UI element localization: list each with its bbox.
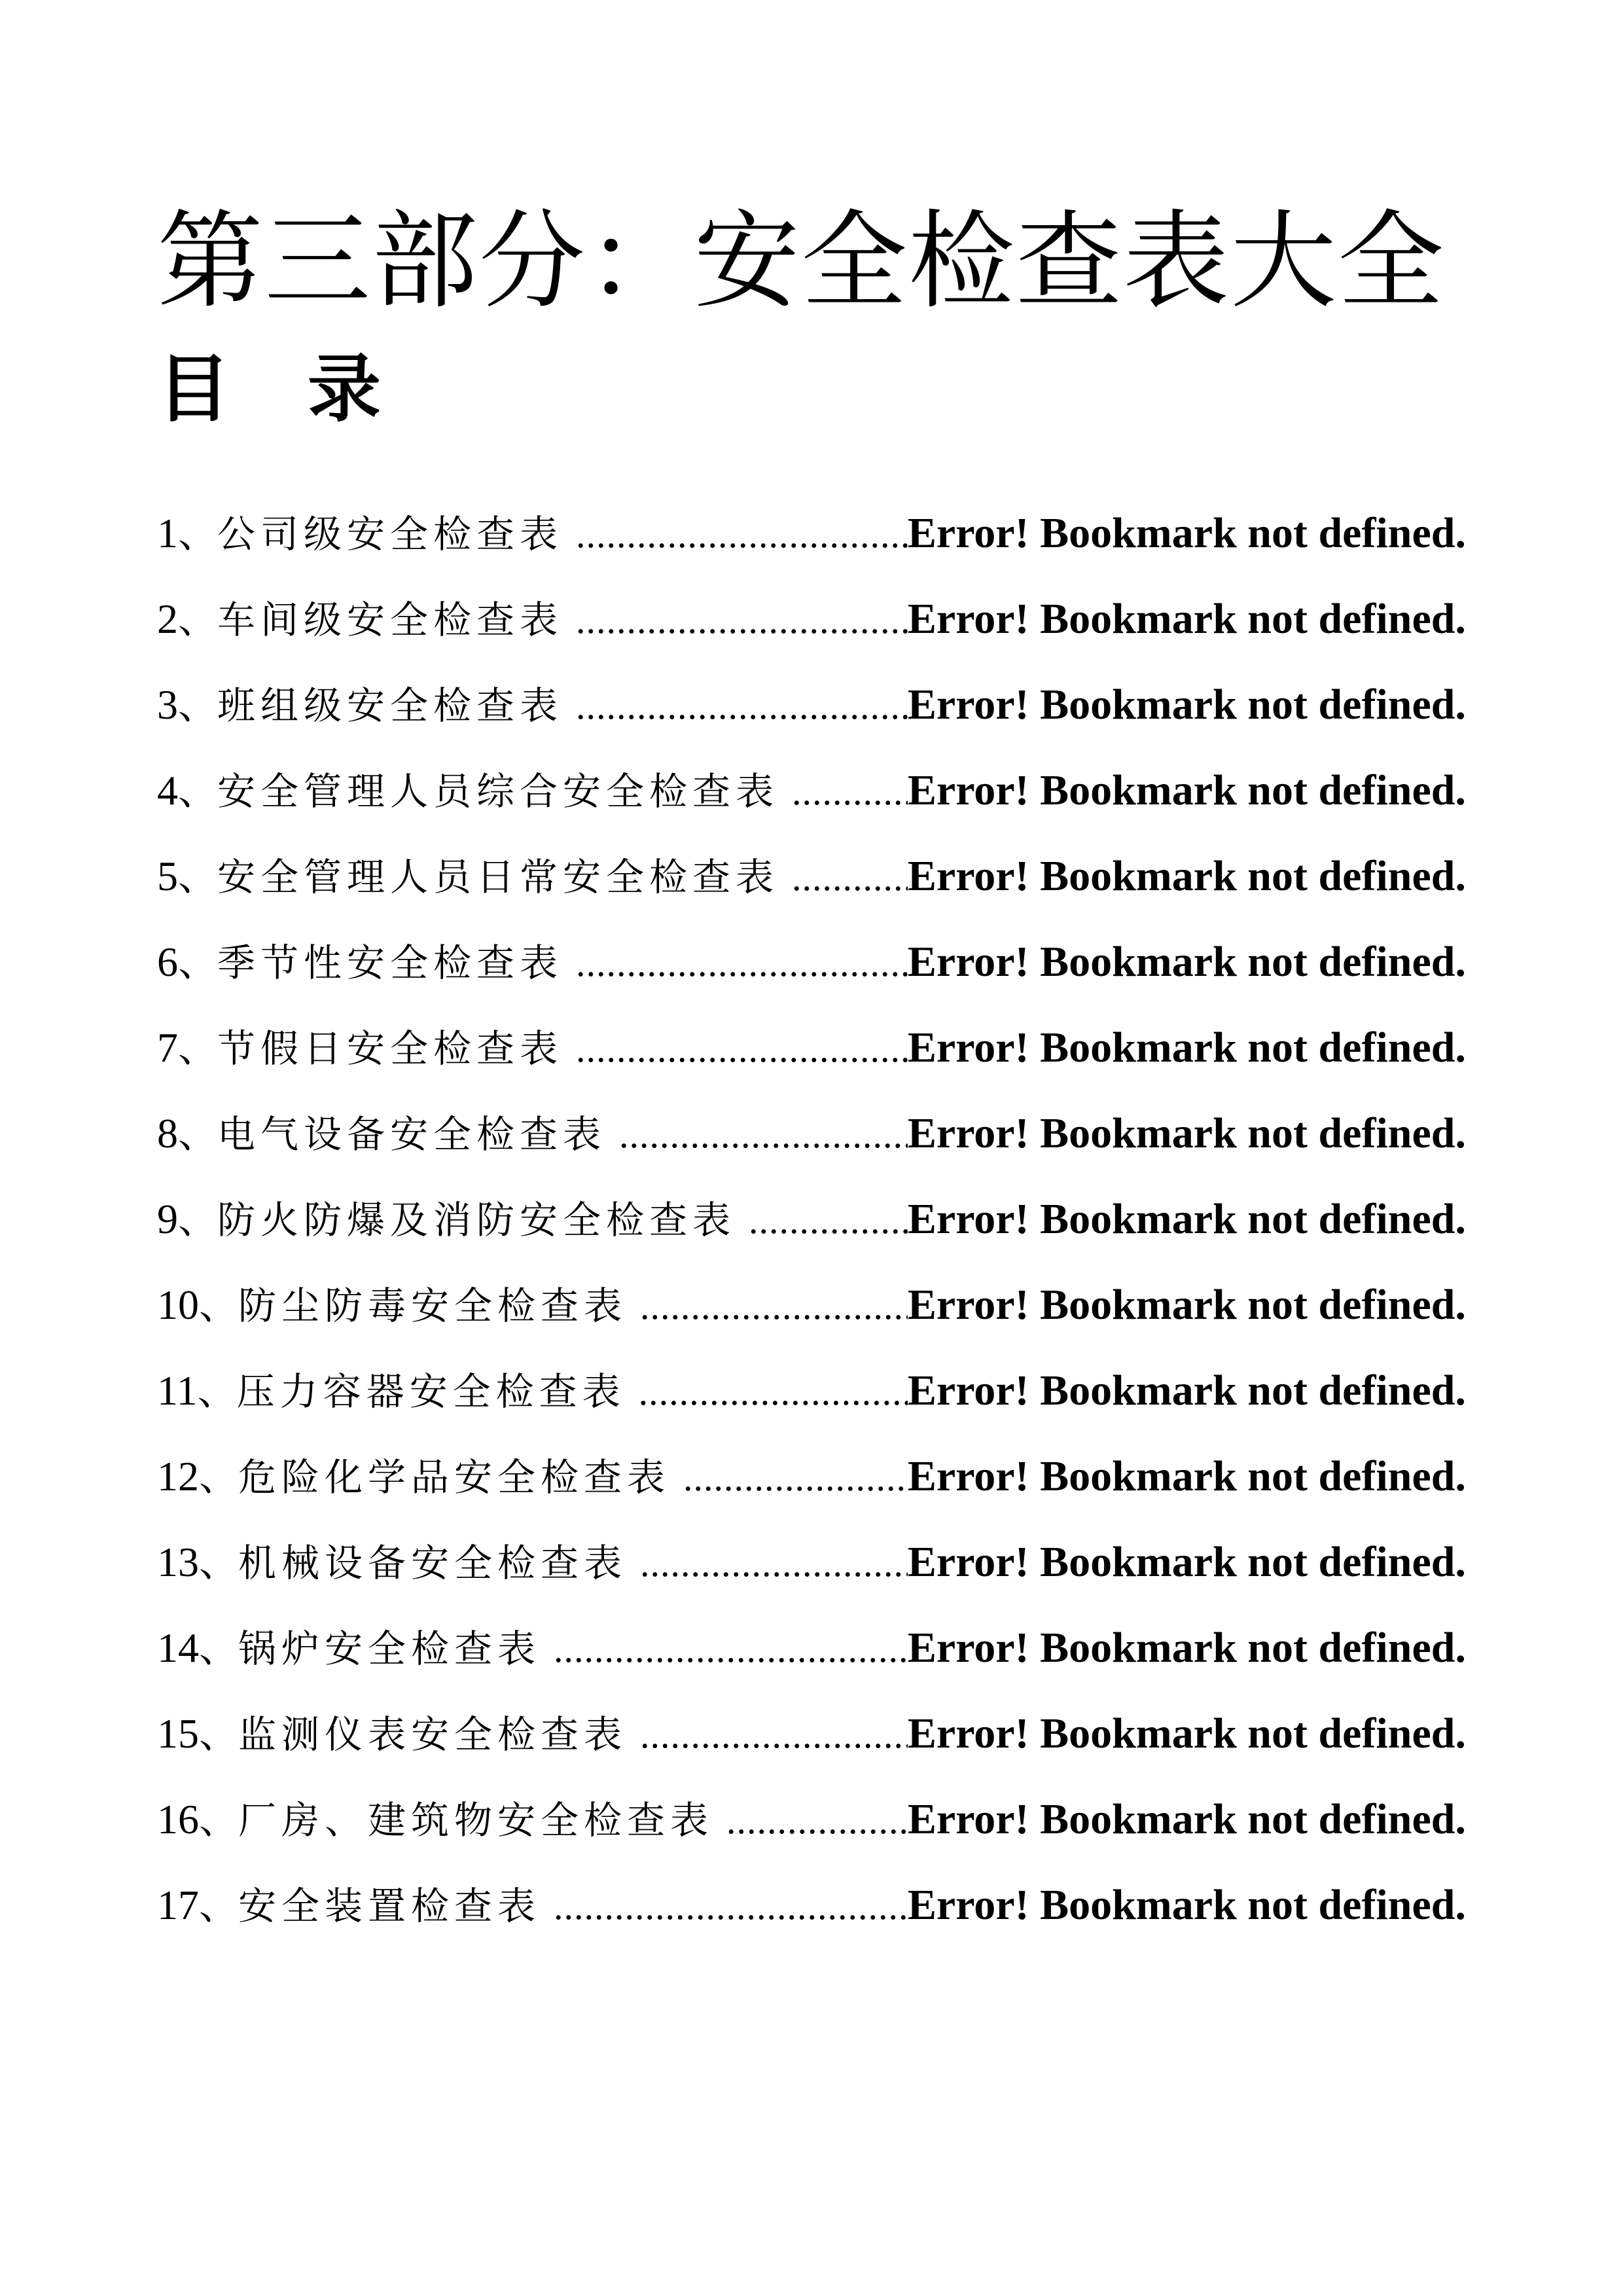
toc-entry-title: 危险化学品安全检查表	[238, 1455, 671, 1499]
toc-entry-separator: 、	[199, 1797, 238, 1843]
toc-entry-separator: 、	[178, 1197, 217, 1243]
toc-entry[interactable]	[157, 1617, 1466, 1703]
toc-dot-leader	[640, 1541, 908, 1585]
toc-entry[interactable]	[157, 1532, 1466, 1617]
toc-entry[interactable]	[157, 1789, 1466, 1874]
toc-entry-title: 节假日安全检查表	[217, 1026, 563, 1071]
toc-dot-leader	[640, 1284, 908, 1328]
toc-entry[interactable]	[157, 931, 1466, 1017]
toc-entry-number: 9	[157, 1196, 178, 1242]
toc-entry-title: 厂房、建筑物安全检查表	[238, 1798, 714, 1842]
toc-dot-leader	[639, 1370, 908, 1414]
toc-entry-page-ref: Error! Bookmark not defined.	[907, 509, 1466, 557]
toc-entry[interactable]	[157, 1703, 1466, 1789]
toc-heading	[157, 340, 381, 439]
toc-entry-separator: 、	[199, 1454, 238, 1500]
toc-dot-leader	[576, 512, 908, 556]
toc-entry-title: 安全管理人员日常安全检查表	[217, 855, 779, 899]
toc-entry-page-ref: Error! Bookmark not defined.	[907, 1367, 1466, 1414]
toc-entry-number: 5	[157, 853, 178, 899]
toc-entry[interactable]	[157, 1274, 1466, 1360]
toc-entry-page-ref: Error! Bookmark not defined.	[907, 938, 1466, 986]
toc-entry-title: 季节性安全检查表	[217, 941, 563, 985]
toc-entry-separator: 、	[199, 1883, 238, 1929]
toc-entry-page-ref: Error! Bookmark not defined.	[907, 681, 1466, 728]
toc-dot-leader	[554, 1627, 908, 1671]
toc-entry-page-ref: Error! Bookmark not defined.	[907, 1452, 1466, 1500]
toc-entry-number: 4	[157, 767, 178, 814]
toc-entry-page-ref: Error! Bookmark not defined.	[907, 1710, 1466, 1757]
toc-entry[interactable]	[157, 1103, 1466, 1189]
toc-entry-page-ref: Error! Bookmark not defined.	[907, 1624, 1466, 1672]
toc-entry-title: 压力容器安全检查表	[236, 1369, 626, 1414]
toc-entry-separator: 、	[178, 940, 217, 986]
toc-entry-page-ref: Error! Bookmark not defined.	[907, 852, 1466, 900]
toc-dot-leader	[619, 1113, 908, 1157]
toc-entry-number: 13	[157, 1539, 199, 1585]
toc-entry-page-ref: Error! Bookmark not defined.	[907, 1281, 1466, 1329]
toc-entry-title: 机械设备安全检查表	[238, 1541, 628, 1585]
toc-entry-separator: 、	[178, 511, 217, 557]
toc-entry-number: 11	[157, 1367, 198, 1414]
part-title: 第三部分：安全检查表大全	[157, 200, 1445, 323]
toc-dot-leader	[640, 1713, 908, 1757]
toc-entry-title: 电气设备安全检查表	[217, 1112, 607, 1157]
toc-entry-separator: 、	[199, 1626, 238, 1672]
toc-dot-leader	[792, 855, 908, 899]
toc-entry-number: 16	[157, 1796, 199, 1842]
toc-entry-number: 6	[157, 939, 178, 985]
toc-entry-separator: 、	[178, 683, 217, 728]
toc-entry-separator: 、	[178, 768, 217, 814]
toc-entry[interactable]	[157, 846, 1466, 931]
toc-entry-number: 15	[157, 1710, 199, 1757]
toc-entry-separator: 、	[178, 854, 217, 900]
toc-entry-separator: 、	[178, 1111, 217, 1157]
toc-entry-number: 17	[157, 1882, 199, 1928]
toc-entry[interactable]	[157, 1189, 1466, 1274]
toc-dot-leader	[726, 1799, 908, 1842]
toc-entry-page-ref: Error! Bookmark not defined.	[907, 1795, 1466, 1843]
toc-entry-page-ref: Error! Bookmark not defined.	[907, 1538, 1466, 1586]
toc-entry-title: 防火防爆及消防安全检查表	[217, 1198, 736, 1242]
toc-dot-leader	[749, 1198, 908, 1242]
toc-entry[interactable]	[157, 588, 1466, 674]
toc-entry-page-ref: Error! Bookmark not defined.	[907, 1881, 1466, 1929]
toc-entry-separator: 、	[199, 1712, 238, 1757]
toc-entry-title: 班组级安全检查表	[217, 683, 563, 728]
toc-entry-page-ref: Error! Bookmark not defined.	[907, 1024, 1466, 1071]
toc-dot-leader	[792, 770, 908, 814]
toc-entry-separator: 、	[178, 1026, 217, 1071]
toc-entry-separator: 、	[197, 1369, 237, 1414]
toc-entry-number: 1	[157, 510, 178, 556]
toc-entry-number: 7	[157, 1024, 178, 1071]
toc-entry-title: 公司级安全检查表	[217, 512, 563, 556]
toc-list	[157, 503, 1466, 1960]
toc-entry-number: 12	[157, 1453, 199, 1499]
toc-entry[interactable]	[157, 1446, 1466, 1532]
toc-dot-leader	[576, 1027, 908, 1071]
toc-dot-leader	[576, 941, 908, 985]
toc-heading-char-1: 目	[157, 347, 230, 432]
toc-entry[interactable]	[157, 1874, 1466, 1960]
toc-entry-separator: 、	[199, 1283, 238, 1329]
toc-entry[interactable]	[157, 1017, 1466, 1103]
toc-entry-page-ref: Error! Bookmark not defined.	[907, 1109, 1466, 1157]
toc-entry-title: 监测仪表安全检查表	[238, 1712, 628, 1757]
toc-heading-char-2: 录	[308, 347, 381, 432]
toc-dot-leader	[576, 684, 908, 728]
toc-entry-number: 3	[157, 681, 178, 728]
toc-dot-leader	[683, 1456, 908, 1499]
toc-entry[interactable]	[157, 674, 1466, 760]
toc-entry-title: 锅炉安全检查表	[238, 1626, 541, 1671]
toc-entry[interactable]	[157, 503, 1466, 588]
toc-entry-page-ref: Error! Bookmark not defined.	[907, 766, 1466, 814]
toc-entry-title: 安全管理人员综合安全检查表	[217, 769, 779, 814]
toc-entry[interactable]	[157, 760, 1466, 846]
toc-entry-separator: 、	[178, 597, 217, 643]
toc-entry-number: 2	[157, 596, 178, 642]
toc-entry-number: 10	[157, 1282, 199, 1328]
toc-entry[interactable]	[157, 1360, 1466, 1446]
toc-entry-title: 防尘防毒安全检查表	[238, 1283, 628, 1328]
toc-entry-number: 14	[157, 1624, 199, 1671]
toc-entry-number: 8	[157, 1110, 178, 1157]
toc-dot-leader	[576, 598, 908, 642]
toc-entry-title: 安全装置检查表	[238, 1884, 541, 1928]
toc-dot-leader	[554, 1884, 908, 1928]
toc-entry-page-ref: Error! Bookmark not defined.	[907, 595, 1466, 643]
toc-entry-page-ref: Error! Bookmark not defined.	[907, 1195, 1466, 1243]
toc-entry-title: 车间级安全检查表	[217, 598, 563, 642]
toc-entry-separator: 、	[199, 1540, 238, 1586]
